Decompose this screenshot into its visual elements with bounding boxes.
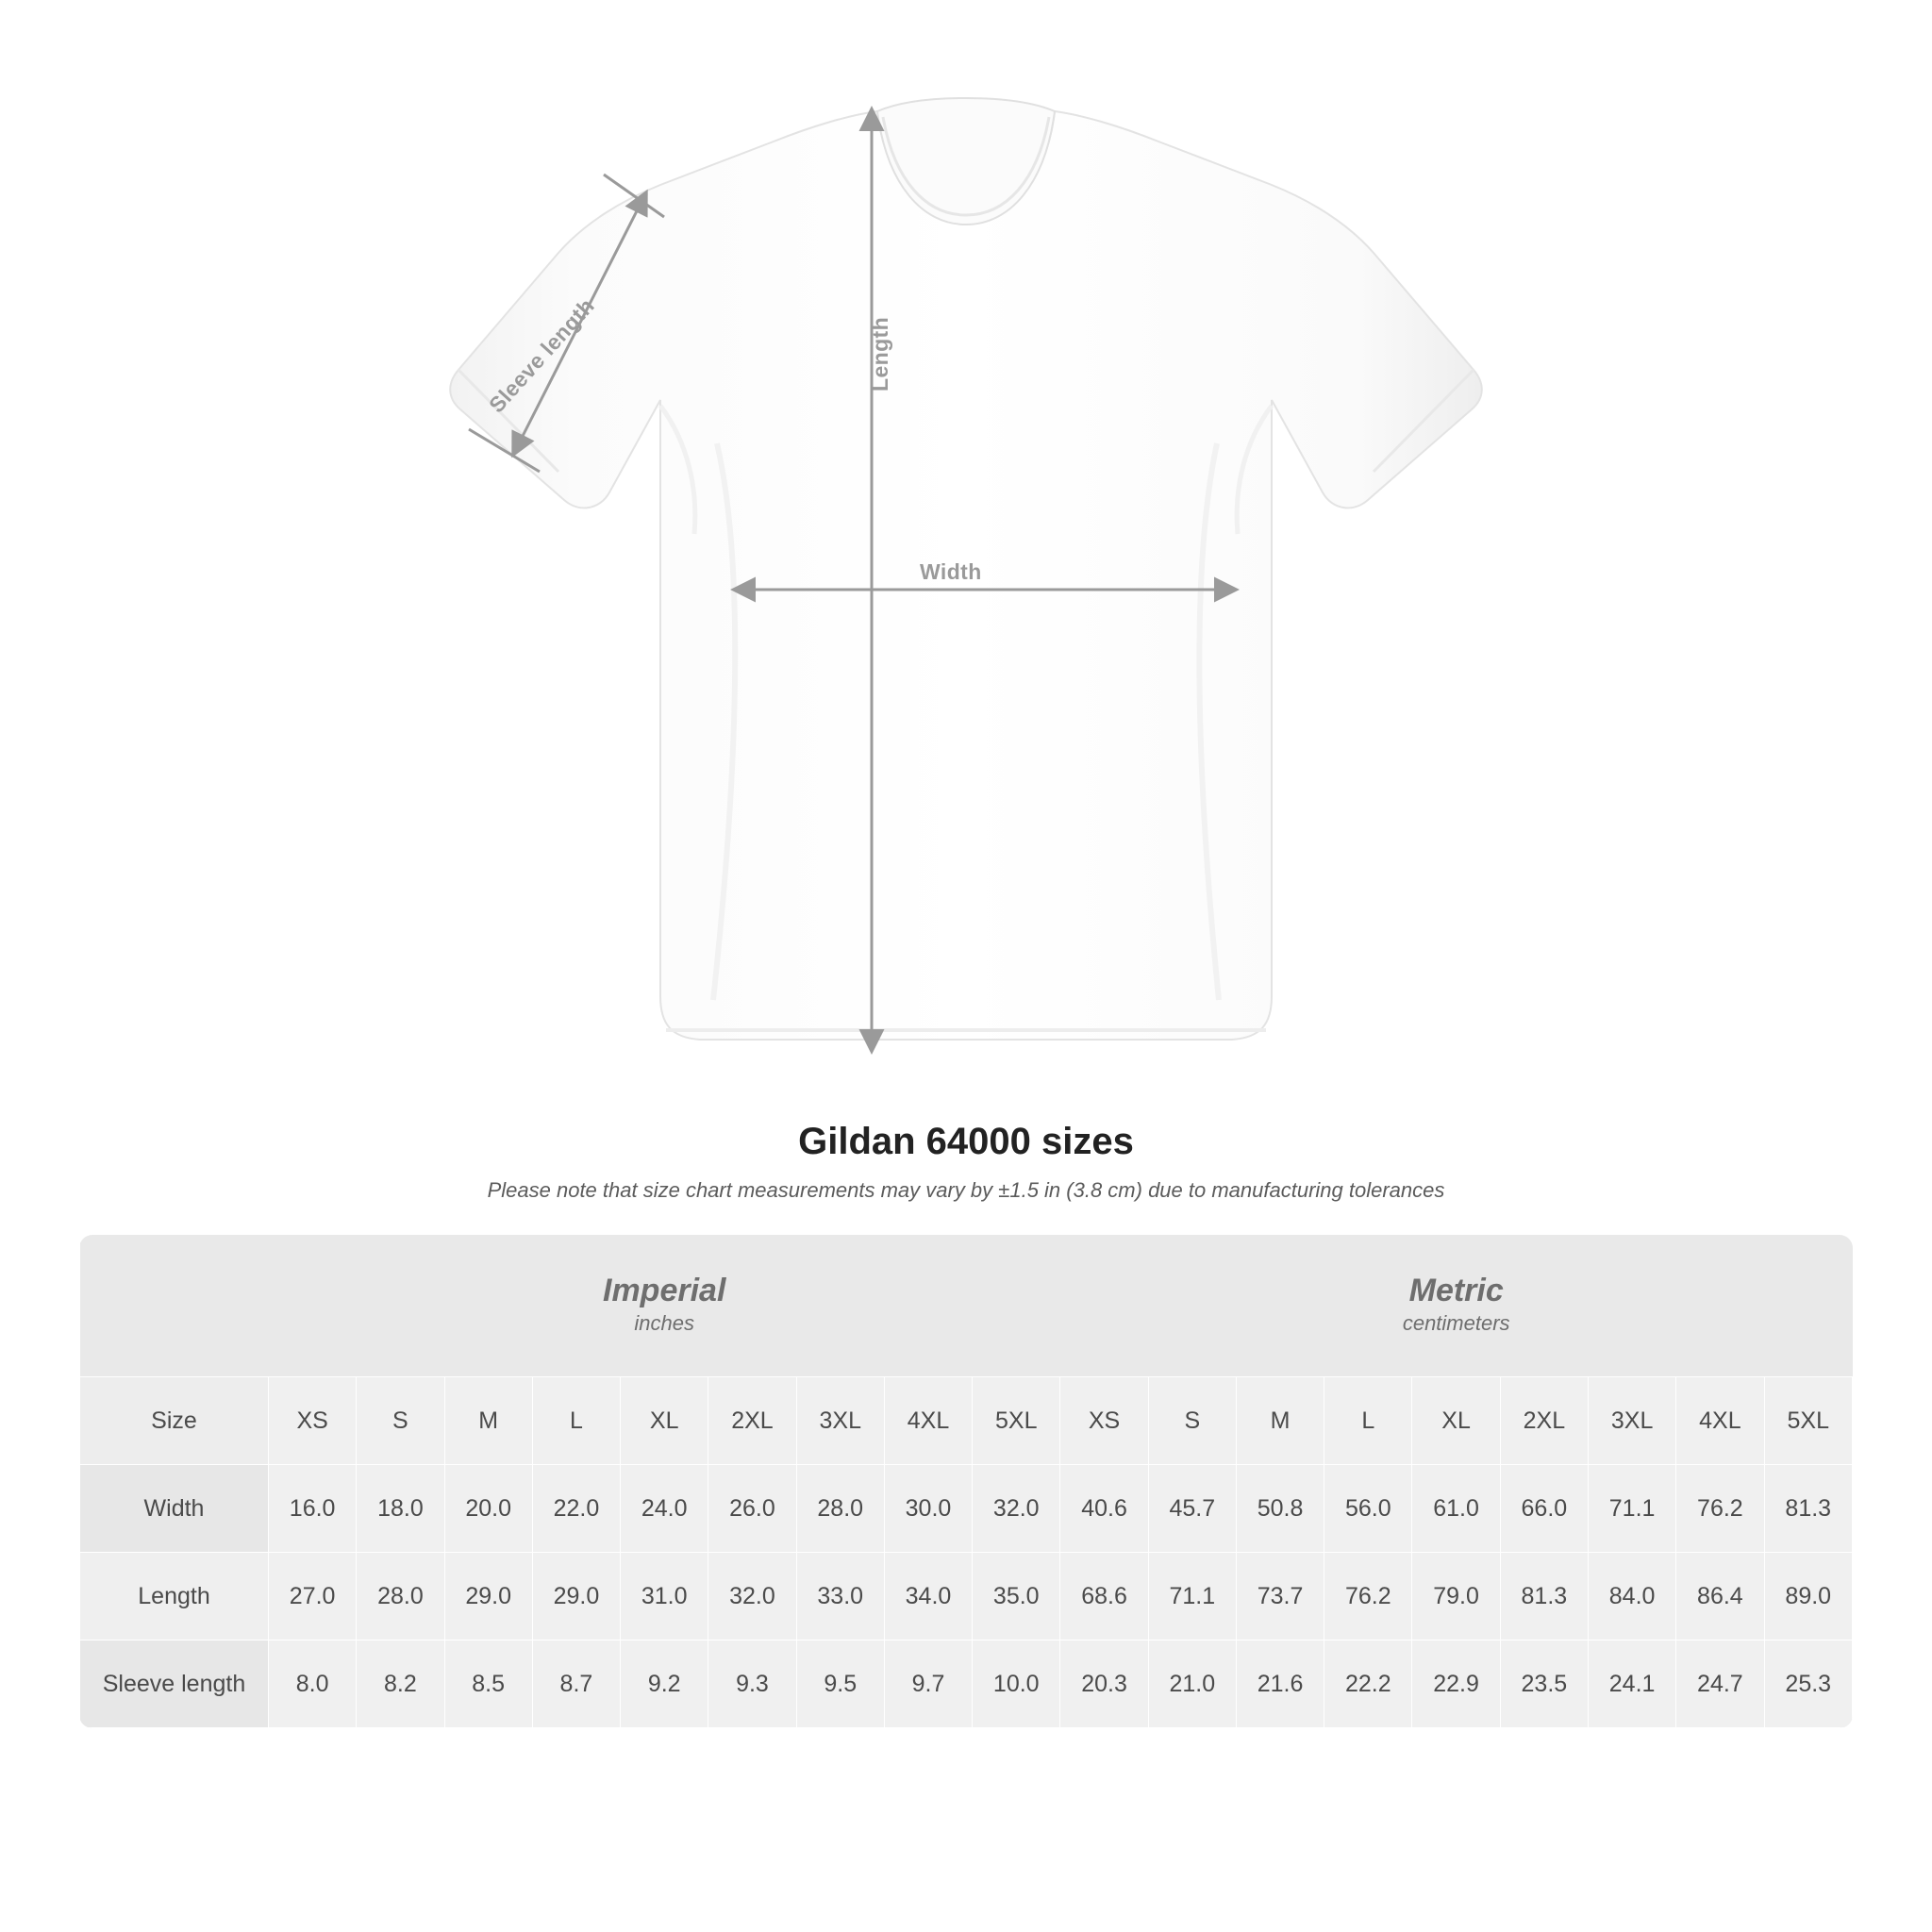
cell-sleeve-imperial: 8.2 [357, 1641, 444, 1728]
page-title: Gildan 64000 sizes [798, 1121, 1134, 1162]
cell-width-metric: 71.1 [1588, 1465, 1675, 1553]
size-header-cell: XL [1412, 1377, 1500, 1465]
table-corner [80, 1235, 269, 1377]
width-label: Width [920, 559, 982, 584]
size-header-cell: 3XL [1588, 1377, 1675, 1465]
size-header-cell: M [1236, 1377, 1324, 1465]
size-header-cell: 2XL [708, 1377, 796, 1465]
size-header-label: Size [80, 1377, 269, 1465]
cell-length-imperial: 28.0 [357, 1553, 444, 1641]
unit-header-metric [1060, 1235, 1853, 1377]
cell-width-metric: 76.2 [1676, 1465, 1764, 1553]
table-row [80, 1553, 1853, 1641]
cell-width-imperial: 28.0 [796, 1465, 884, 1553]
cell-length-metric: 86.4 [1676, 1553, 1764, 1641]
cell-sleeve-metric: 25.3 [1764, 1641, 1852, 1728]
cell-width-metric: 56.0 [1324, 1465, 1412, 1553]
size-header-cell: M [444, 1377, 532, 1465]
size-header-cell: L [532, 1377, 620, 1465]
cell-sleeve-imperial: 9.5 [796, 1641, 884, 1728]
length-label: Length [868, 316, 892, 391]
table-row [80, 1465, 1853, 1553]
row-label-sleeve-length: Sleeve length [80, 1641, 269, 1728]
size-header-cell: S [357, 1377, 444, 1465]
cell-length-imperial: 35.0 [973, 1553, 1060, 1641]
cell-width-imperial: 18.0 [357, 1465, 444, 1553]
size-table [79, 1235, 1853, 1728]
cell-length-imperial: 31.0 [621, 1553, 708, 1641]
row-label-length: Length [80, 1553, 269, 1641]
cell-sleeve-metric: 23.5 [1500, 1641, 1588, 1728]
cell-width-metric: 61.0 [1412, 1465, 1500, 1553]
sleeve-length-label: Sleeve length [484, 292, 600, 418]
size-header-cell: 2XL [1500, 1377, 1588, 1465]
title-block [0, 1121, 1932, 1203]
unit-sub-imperial: inches [634, 1311, 694, 1336]
cell-sleeve-imperial: 8.7 [532, 1641, 620, 1728]
cell-sleeve-imperial: 8.0 [269, 1641, 357, 1728]
cell-sleeve-imperial: 9.3 [708, 1641, 796, 1728]
cell-length-imperial: 29.0 [532, 1553, 620, 1641]
size-header-cell: 3XL [796, 1377, 884, 1465]
tolerance-note: Please note that size chart measurements may vary by ±1.5 in (3.8 cm) due to manufacturing tolerances [487, 1178, 1445, 1202]
cell-sleeve-imperial: 9.2 [621, 1641, 708, 1728]
cell-length-metric: 84.0 [1588, 1553, 1675, 1641]
cell-length-imperial: 34.0 [884, 1553, 972, 1641]
cell-sleeve-metric: 22.2 [1324, 1641, 1412, 1728]
cell-length-imperial: 27.0 [269, 1553, 357, 1641]
cell-sleeve-metric: 22.9 [1412, 1641, 1500, 1728]
cell-length-metric: 68.6 [1060, 1553, 1148, 1641]
cell-width-metric: 50.8 [1236, 1465, 1324, 1553]
cell-length-metric: 76.2 [1324, 1553, 1412, 1641]
cell-length-metric: 73.7 [1236, 1553, 1324, 1641]
cell-length-imperial: 33.0 [796, 1553, 884, 1641]
cell-length-metric: 71.1 [1148, 1553, 1236, 1641]
cell-sleeve-imperial: 10.0 [973, 1641, 1060, 1728]
cell-width-metric: 40.6 [1060, 1465, 1148, 1553]
table-row [80, 1641, 1853, 1728]
cell-sleeve-metric: 24.1 [1588, 1641, 1675, 1728]
size-header-cell: 5XL [973, 1377, 1060, 1465]
cell-width-imperial: 20.0 [444, 1465, 532, 1553]
cell-sleeve-metric: 20.3 [1060, 1641, 1148, 1728]
size-header-cell: XL [621, 1377, 708, 1465]
cell-sleeve-metric: 24.7 [1676, 1641, 1764, 1728]
cell-width-metric: 45.7 [1148, 1465, 1236, 1553]
cell-sleeve-metric: 21.6 [1236, 1641, 1324, 1728]
cell-width-imperial: 26.0 [708, 1465, 796, 1553]
size-header-cell: 5XL [1764, 1377, 1852, 1465]
unit-header-row [80, 1235, 1853, 1377]
size-header-cell: 4XL [884, 1377, 972, 1465]
row-label-width: Width [80, 1465, 269, 1553]
cell-width-imperial: 16.0 [269, 1465, 357, 1553]
cell-width-imperial: 24.0 [621, 1465, 708, 1553]
unit-header-imperial [269, 1235, 1060, 1377]
cell-width-metric: 66.0 [1500, 1465, 1588, 1553]
cell-sleeve-imperial: 9.7 [884, 1641, 972, 1728]
cell-length-metric: 89.0 [1764, 1553, 1852, 1641]
size-header-row [80, 1377, 1853, 1465]
cell-length-imperial: 29.0 [444, 1553, 532, 1641]
cell-width-imperial: 32.0 [973, 1465, 1060, 1553]
size-header-cell: L [1324, 1377, 1412, 1465]
cell-sleeve-metric: 21.0 [1148, 1641, 1236, 1728]
cell-sleeve-imperial: 8.5 [444, 1641, 532, 1728]
cell-length-metric: 81.3 [1500, 1553, 1588, 1641]
cell-length-imperial: 32.0 [708, 1553, 796, 1641]
cell-width-imperial: 22.0 [532, 1465, 620, 1553]
size-header-cell: 4XL [1676, 1377, 1764, 1465]
size-header-cell: XS [269, 1377, 357, 1465]
size-table-wrap [79, 1235, 1853, 1728]
size-header-cell: XS [1060, 1377, 1148, 1465]
cell-width-imperial: 30.0 [884, 1465, 972, 1553]
unit-sub-metric: centimeters [1402, 1311, 1510, 1336]
size-header-cell: S [1148, 1377, 1236, 1465]
unit-name-imperial: Imperial [603, 1273, 726, 1309]
unit-name-metric: Metric [1408, 1273, 1504, 1309]
cell-length-metric: 79.0 [1412, 1553, 1500, 1641]
cell-width-metric: 81.3 [1764, 1465, 1852, 1553]
